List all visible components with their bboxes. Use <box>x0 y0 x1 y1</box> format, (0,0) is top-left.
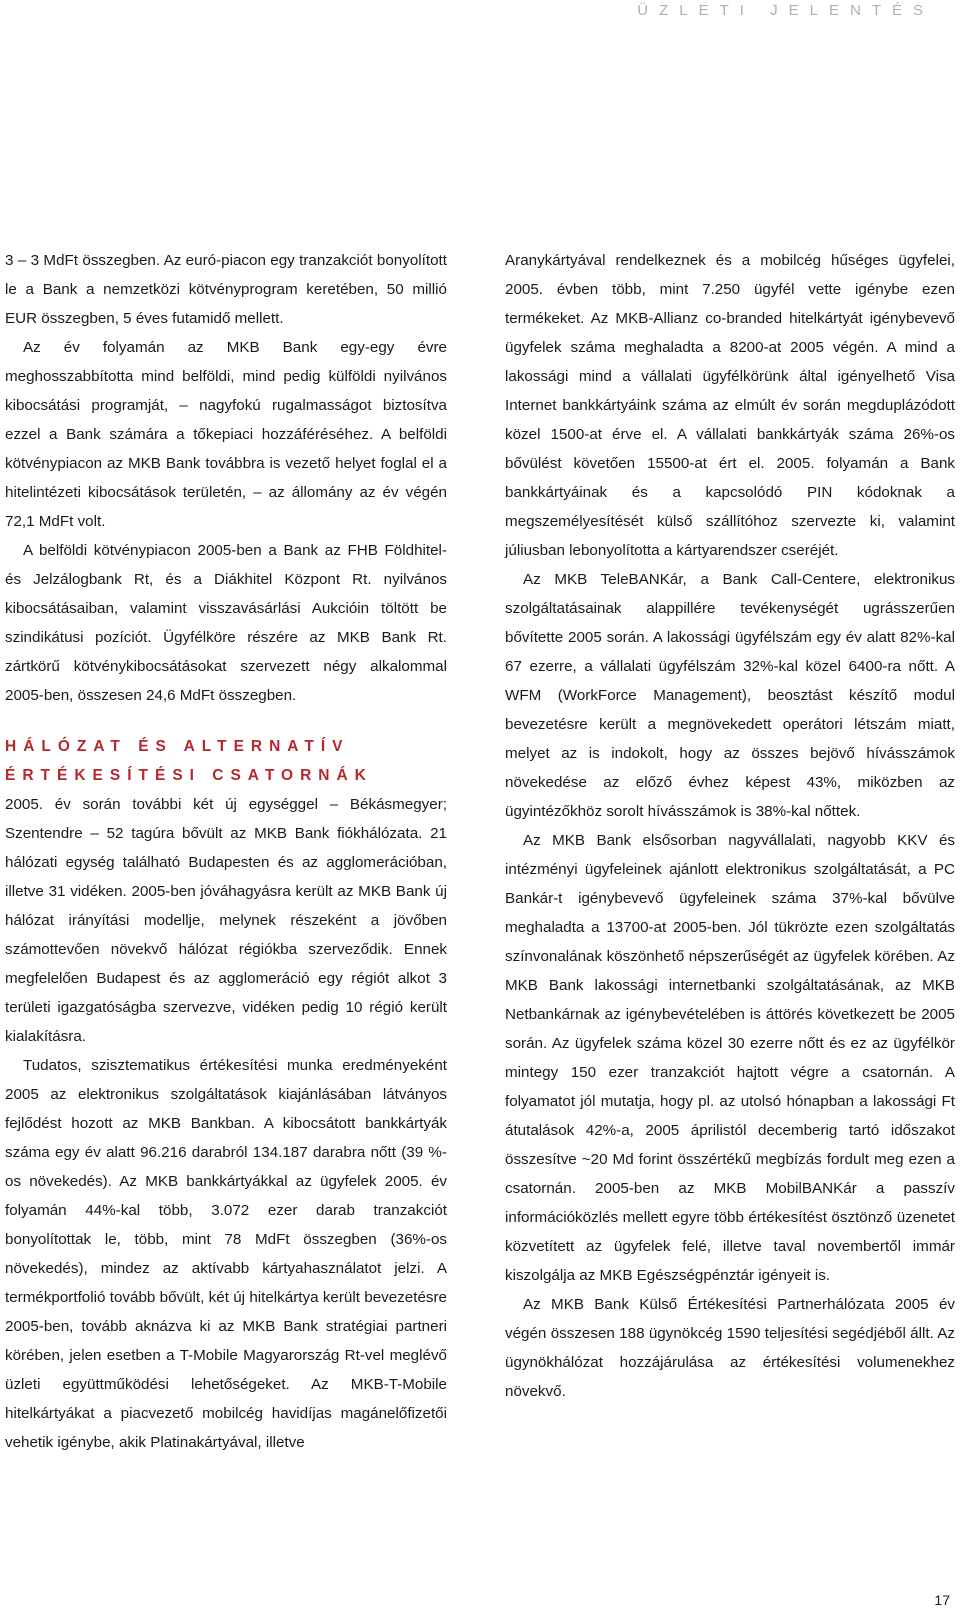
running-head: ÜZLETI JELENTÉS <box>637 2 934 19</box>
paragraph: 3 – 3 MdFt összegben. Az euró-piacon egy tranzakciót bonyolított le a Bank a nemzetközi kötvényprogram keretében, 50 millió EUR összegben, 5 éves futamidő mellett. <box>5 252 447 327</box>
paragraph: Az MKB TeleBANKár, a Bank Call-Centere, elektronikus szolgáltatásainak alappillére tevékenységét ugrásszerűen bővítette 2005 során. A lakossági ügyfélszám egy év alatt 82%-kal 67 ezerre, a vállalati ügyfélszám 32%-kal közel 6400-ra nőtt. A WFM (WorkForce Management), beosztást készítő modul bevezetésre került a megnövekedett operátori létszám miatt, melyet az is indokolt, hogy az összes bejövő hívásszámok növekedése az előző évhez képest 43%, miközben az ügyintézőkhöz sorolt hívásszámok is 38%-kal nőttek. <box>505 571 955 820</box>
paragraph: Az MKB Bank elsősorban nagyvállalati, nagyobb KKV és intézményi ügyfeleinek ajánlott elektronikus szolgáltatását, a PC Bankár-t igénybevevő ügyfeleinek száma 37%-kal bővülve meghaladta a 13700-at 2005-ben. Jól tükrözte ezen szolgáltatás színvonalának köszönhető népszerűségét az ügyfelek körében. Az MKB Bank lakossági internetbanki szolgáltatásának, az MKB Netbankárnak az igénybevételében is áttörés következett be 2005 során. Az ügyfelek száma közel 30 ezerre nőtt és ez az ügyfélkör mintegy 150 ezer tranzakciót hajtott végre a csatornán. A folyamatot jól mutatja, hogy pl. az utolsó hónapban a lakossági Ft átutalások 42%-a, 2005 áprilistól decemberig tartó időszakot összesítve ~20 Md forint összértékű megbízás fordult meg ezen a csatornán. 2005-ben az MKB MobilBANKár a passzív információközlés mellett egyre több értékesítést ösztönző üzenetet közvetített az ügyfelek felé, illetve taval novembertől immár kiszolgálja az MKB Egészségpénztár igényeit is. <box>505 832 955 1284</box>
section-heading-line: HÁLÓZAT ÉS ALTERNATÍV <box>5 738 350 755</box>
page-number: 17 <box>934 1592 950 1608</box>
paragraph: Tudatos, szisztematikus értékesítési munka eredményeként 2005 az elektronikus szolgáltatások kiajánlásában látványos fejlődést hozott az MKB Bankban. A kibocsátott bankkártyák száma egy év alatt 96.216 darabról 134.187 darabra nőtt (39 %-os növekedés). Az MKB bankkártyákkal az ügyfelek 2005. év folyamán 44%-kal több, 3.072 ezer darab tranzakciót bonyolítottak le, több, mint 78 MdFt összegben (36%-os növekedés), mindez az aktívabb kártyahasználatot jelzi. A termékportfolió tovább bővült, két új hitelkártya került bevezetésre 2005-ben, tovább aknázva ki az MKB Bank stratégiai partneri körében, jelen esetben a T-Mobile Magyarország Rt-vel meglévő üzleti együttműködési lehetőségeket. Az MKB-T-Mobile hitelkártyákat a piacvezető mobilcég havidíjas magánelőfizetői vehetik igénybe, akik Platinakártyával, illetve <box>5 1057 447 1451</box>
right-column <box>505 246 955 1406</box>
paragraph: Aranykártyával rendelkeznek és a mobilcég hűséges ügyfelei, 2005. évben több, mint 7.250 ügyfél vette igénybe ezen termékeket. Az MKB-Allianz co-branded hitelkártyát igénybevevő ügyfelek száma meghaladta a 8200-at 2005 végén. A mind a lakossági mind a vállalati ügyfélkörünk által igényelhető Visa Internet bankkártyáink száma az elmúlt év során megduplázódott közel 1500-at érve el. A vállalati bankkártyák száma 26%-os bővülést követően 15500-at ért el. 2005. folyamán a Bank bankkártyáinak és a kapcsolódó PIN kódoknak a megszemélyesítését külső szállítóhoz szervezte ki, valamint júliusban lebonyolította a kártyarendszer cseréjét. <box>505 252 955 559</box>
paragraph: 2005. év során további két új egységgel – Békásmegyer; Szentendre – 52 tagúra bővült az MKB Bank fiókhálózata. 21 hálózati egység található Budapesten és az agglomerációban, illetve 31 vidéken. 2005-ben jóváhagyásra került az MKB Bank új hálózat irányítási modellje, melynek részeként a jövőben számottevően növekvő hálózat régiókba szerveződik. Ennek megfelelően Budapest és az agglomeráció egy régiót alkot 3 területi igazgatóságba szervezve, vidéken pedig 10 régió került kialakításra. <box>5 796 447 1045</box>
paragraph: Az MKB Bank Külső Értékesítési Partnerhálózata 2005 év végén összesen 188 ügynökcég 1590 teljesítési segédjéből állt. Az ügynökhálózat hozzájárulása az értékesítési volumenekhez növekvő. <box>505 1296 955 1400</box>
section-heading <box>5 732 447 790</box>
paragraph: A belföldi kötvénypiacon 2005-ben a Bank az FHB Földhitel- és Jelzálogbank Rt, és a Diákhitel Központ Rt. nyilvános kibocsátásaiban, valamint visszavásárlási Aukcióin töltött be szindikátusi pozíciót. Ügyfélköre részére az MKB Bank Rt. zártkörű kötvénykibocsátásokat szervezett négy alkalommal 2005-ben, összesen 24,6 MdFt összegben. <box>5 542 447 704</box>
paragraph: Az év folyamán az MKB Bank egy-egy évre meghosszabbította mind belföldi, mind pedig külföldi nyilvános kibocsátási programját, – nagyfokú rugalmasságot biztosítva ezzel a Bank számára a tőkepiaci hozzáféréséhez. A belföldi kötvénypiacon az MKB Bank továbbra is vezető helyet foglal el a hitelintézeti kibocsátások területén, – az állomány az év végén 72,1 MdFt volt. <box>5 339 447 530</box>
section-heading-line: ÉRTÉKESÍTÉSI CSATORNÁK <box>5 767 373 784</box>
left-column <box>5 246 447 1457</box>
